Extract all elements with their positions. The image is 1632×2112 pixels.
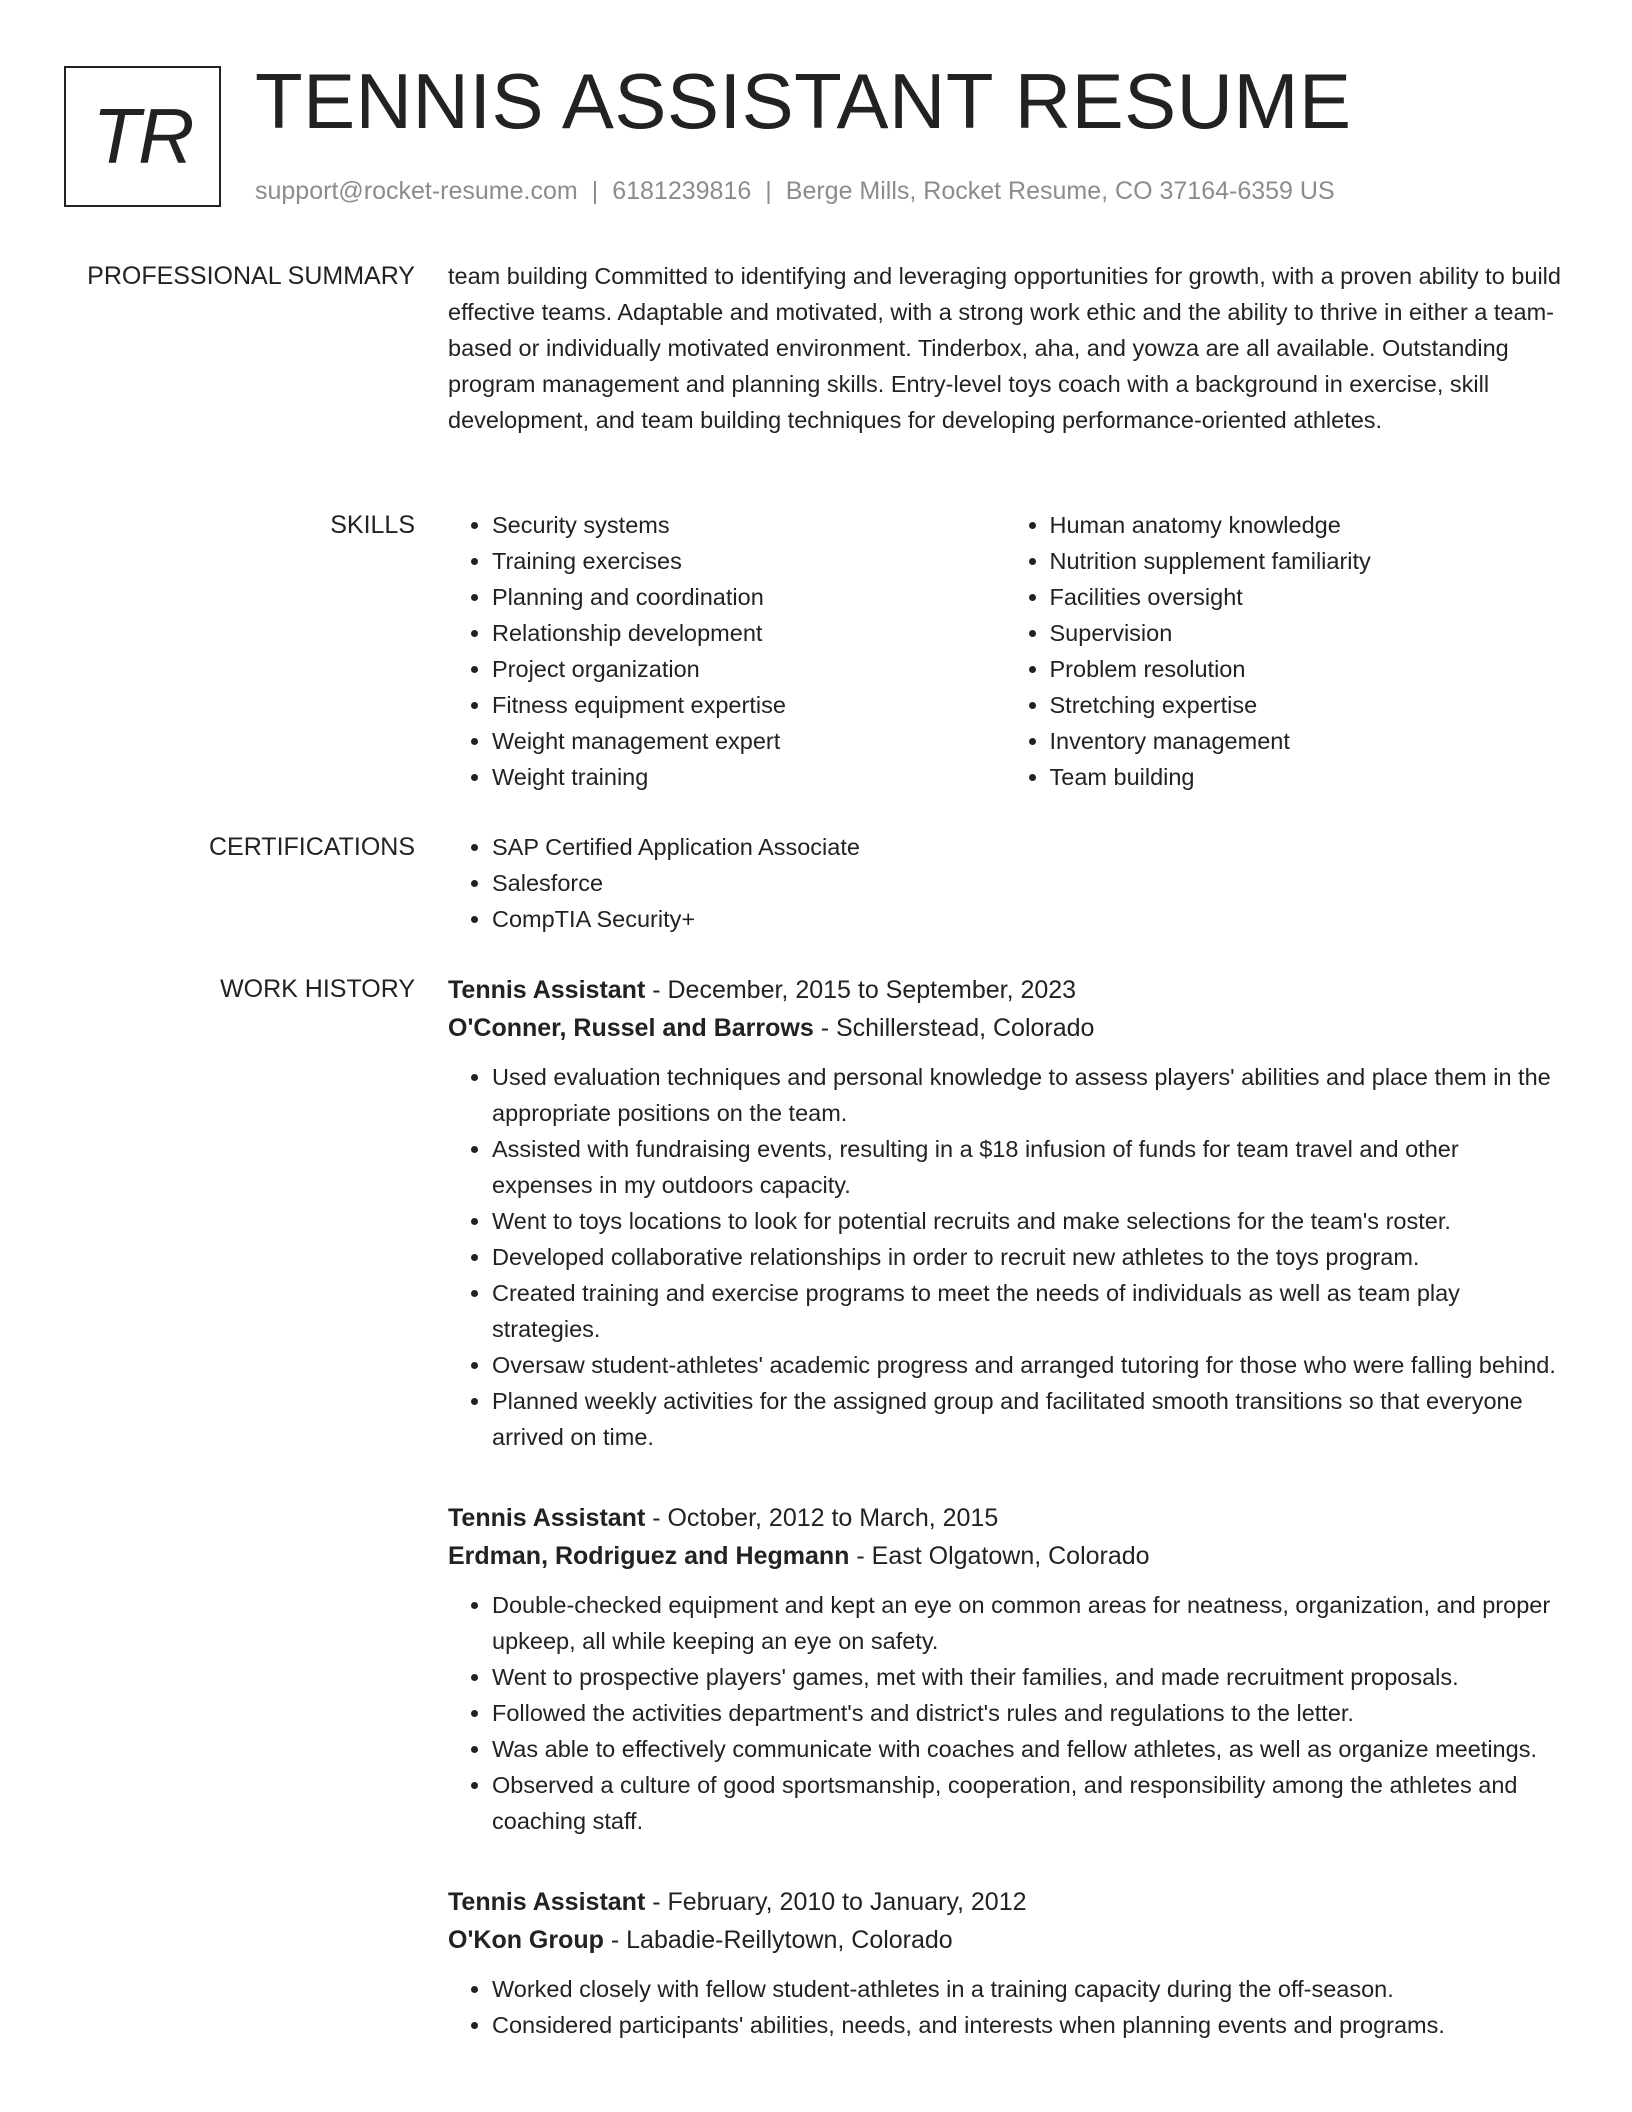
job-bullets: [448, 1059, 1563, 1455]
skills-list-right: [1006, 507, 1564, 795]
skill-item: • Training exercises: [492, 543, 1006, 579]
skill-item: • Facilities oversight: [1050, 579, 1564, 615]
job-bullets: [448, 1587, 1563, 1839]
job-bullet: • Followed the activities department's and district's rules and regulations to the letter.: [492, 1695, 1563, 1731]
skill-item: • Fitness equipment expertise: [492, 687, 1006, 723]
skill-item: • Security systems: [492, 507, 1006, 543]
section-title-certifications: CERTIFICATIONS: [208, 833, 415, 861]
job-company: Erdman, Rodriguez and Hegmann: [448, 1542, 850, 1570]
job-bullet: • Assisted with fundraising events, resulting in a $18 infusion of funds for team travel and other expenses in my outdoors capacity.: [492, 1131, 1563, 1203]
job-location: - Schillerstead, Colorado: [813, 1014, 1095, 1042]
skill-item: • Inventory management: [1050, 723, 1564, 759]
job-dates: - February, 2010 to January, 2012: [645, 1888, 1027, 1916]
job-bullet: • Oversaw student-athletes' academic progress and arranged tutoring for those who were falling behind.: [492, 1347, 1563, 1383]
certification-item: • SAP Certified Application Associate: [492, 829, 1563, 865]
certification-item: • CompTIA Security+: [492, 901, 1563, 937]
skill-item: • Problem resolution: [1050, 651, 1564, 687]
skill-item: • Weight training: [492, 759, 1006, 795]
summary-text: team building Committed to identifying and leveraging opportunities for growth, with a proven ability to build effective teams. Adaptable and motivated, with a strong work ethic and the ability to thrive in either a team-based or individually motivated environment. Tinderbox, aha, and yowza are all available. Outstanding program management and planning skills. Entry-level toys coach with a background in exercise, skill development, and team building techniques for developing performance-oriented athletes.: [448, 263, 1561, 433]
job-title-line: [448, 971, 1563, 1009]
certifications-list: [448, 829, 1563, 937]
skill-item: • Project organization: [492, 651, 1006, 687]
certification-item: • Salesforce: [492, 865, 1563, 901]
contact-phone[interactable]: 6181239816: [612, 177, 752, 205]
job-bullet: • Created training and exercise programs to meet the needs of individuals as well as team play strategies.: [492, 1275, 1563, 1347]
section-title-work-history: WORK HISTORY: [220, 975, 415, 1003]
contact-address: Berge Mills, Rocket Resume, CO 37164-6359 US: [785, 177, 1335, 205]
job-entry: [448, 1883, 1563, 2043]
contact-separator: |: [591, 177, 599, 205]
job-bullet: • Observed a culture of good sportsmanship, cooperation, and responsibility among the athletes and coaching staff.: [492, 1767, 1563, 1839]
skills-list-left: [448, 507, 1006, 795]
job-bullet: • Went to toys locations to look for potential recruits and make selections for the team's roster.: [492, 1203, 1563, 1239]
skill-item: • Planning and coordination: [492, 579, 1006, 615]
job-bullet: • Used evaluation techniques and personal knowledge to assess players' abilities and place them in the appropriate positions on the team.: [492, 1059, 1563, 1131]
contact-email[interactable]: support@rocket-resume.com: [255, 177, 578, 205]
job-company-line: [448, 1537, 1563, 1575]
job-company: O'Conner, Russel and Barrows: [448, 1014, 814, 1042]
job-dates: - October, 2012 to March, 2015: [645, 1504, 999, 1532]
job-title-line: [448, 1883, 1563, 1921]
skill-item: • Team building: [1050, 759, 1564, 795]
skill-item: • Relationship development: [492, 615, 1006, 651]
job-bullets: [448, 1971, 1563, 2043]
contact-separator: |: [765, 177, 772, 205]
job-entry: [448, 1499, 1563, 1839]
job-role: Tennis Assistant: [448, 1888, 646, 1916]
skill-item: • Nutrition supplement familiarity: [1050, 543, 1564, 579]
job-bullet: • Went to prospective players' games, met with their families, and made recruitment proposals.: [492, 1659, 1563, 1695]
job-bullet: • Planned weekly activities for the assigned group and facilitated smooth transitions so that everyone arrived on time.: [492, 1383, 1563, 1455]
job-bullet: • Was able to effectively communicate with coaches and fellow athletes, as well as organize meetings.: [492, 1731, 1563, 1767]
job-company-line: [448, 1009, 1563, 1047]
job-title-line: [448, 1499, 1563, 1537]
skill-item: • Weight management expert: [492, 723, 1006, 759]
job-role: Tennis Assistant: [448, 976, 646, 1004]
job-company-line: [448, 1921, 1563, 1959]
skill-item: • Stretching expertise: [1050, 687, 1564, 723]
resume-title: TENNIS ASSISTANT RESUME: [255, 57, 1352, 145]
skill-item: • Human anatomy knowledge: [1050, 507, 1564, 543]
job-company: O'Kon Group: [448, 1926, 604, 1954]
job-bullet: • Developed collaborative relationships in order to recruit new athletes to the toys program.: [492, 1239, 1563, 1275]
section-title-summary: PROFESSIONAL SUMMARY: [87, 262, 415, 290]
job-location: - East Olgatown, Colorado: [849, 1542, 1150, 1570]
skill-item: • Supervision: [1050, 615, 1564, 651]
contact-line: [255, 175, 1335, 207]
job-bullet: • Considered participants' abilities, needs, and interests when planning events and programs.: [492, 2007, 1563, 2043]
job-role: Tennis Assistant: [448, 1504, 646, 1532]
monogram-logo: TR: [64, 66, 221, 207]
job-bullet: • Worked closely with fellow student-athletes in a training capacity during the off-season.: [492, 1971, 1563, 2007]
job-entry: [448, 971, 1563, 1455]
job-bullet: • Double-checked equipment and kept an eye on common areas for neatness, organization, and proper upkeep, all while keeping an eye on safety.: [492, 1587, 1563, 1659]
job-location: - Labadie-Reillytown, Colorado: [603, 1926, 953, 1954]
job-dates: - December, 2015 to September, 2023: [645, 976, 1077, 1004]
section-title-skills: SKILLS: [330, 511, 415, 539]
